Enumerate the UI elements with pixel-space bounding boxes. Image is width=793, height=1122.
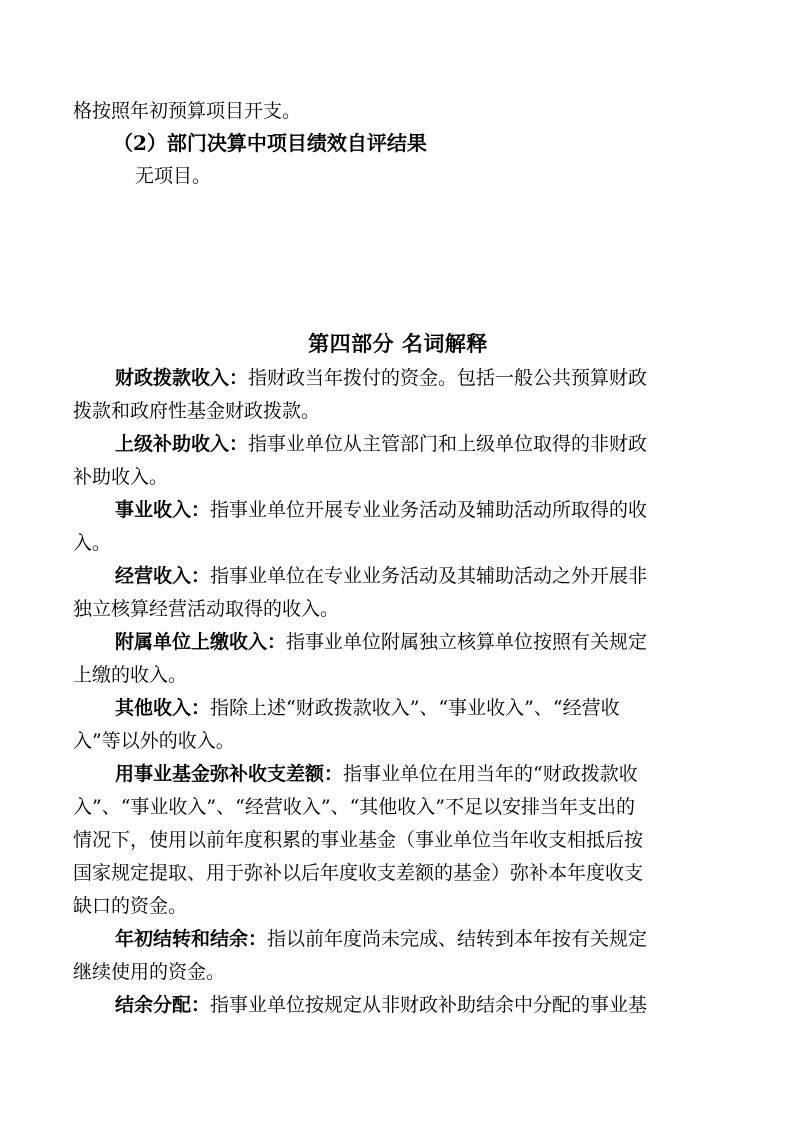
glossary-entry-first-line: [73, 758, 723, 791]
glossary-definition: 指事业单位附属独立核算单位按照有关规定: [286, 631, 648, 653]
glossary-entry: [73, 494, 723, 560]
glossary-term: 经营收入：: [115, 565, 211, 587]
glossary-entry-first-line: [73, 560, 723, 593]
subsection-heading: （2）部门决算中项目绩效自评结果: [113, 131, 427, 155]
glossary-definition: 指事业单位按规定从非财政补助结余中分配的事业基: [210, 994, 648, 1016]
glossary-definition: 指除上述“财政拨款收入”、“事业收入”、“经营收: [210, 697, 620, 719]
glossary-entry-first-line: [73, 989, 723, 1022]
glossary-definition-line: 拨款和政府性基金财政拨款。: [73, 400, 321, 422]
glossary-definition: 指事业单位在用当年的“财政拨款收: [343, 763, 638, 785]
glossary-term: 其他收入：: [115, 697, 211, 719]
glossary-entry-first-line: [73, 923, 723, 956]
glossary-definition-line: 补助收入。: [73, 466, 169, 488]
glossary-term: 结余分配：: [115, 994, 211, 1016]
glossary-definition-line: 独立核算经营活动取得的收入。: [73, 598, 340, 620]
glossary-definition: 指财政当年拨付的资金。包括一般公共预算财政: [248, 367, 648, 389]
glossary-entry-first-line: [73, 692, 723, 725]
glossary-definition: 指事业单位从主管部门和上级单位取得的非财政: [248, 433, 648, 455]
glossary-definition: 指事业单位开展专业业务活动及辅助活动所取得的收: [210, 499, 648, 521]
glossary-definition-line: 国家规定提取、用于弥补以后年度收支差额的基金）弥补本年度收支: [73, 862, 644, 884]
glossary-entry: [73, 428, 723, 494]
glossary-entry: [73, 362, 723, 428]
glossary-definition-line: 情况下，使用以前年度积累的事业基金（事业单位当年收支相抵后按: [73, 829, 644, 851]
intro-line: 格按照年初预算项目开支。: [73, 100, 302, 122]
glossary-definition-line: 缺口的资金。: [73, 895, 188, 917]
document-page: [73, 95, 723, 1022]
glossary-list: [73, 362, 723, 1022]
glossary-entry: [73, 989, 723, 1022]
glossary-entry-first-line: [73, 626, 723, 659]
glossary-definition: 指事业单位在专业业务活动及其辅助活动之外开展非: [210, 565, 648, 587]
glossary-entry: [73, 923, 723, 989]
glossary-entry: [73, 626, 723, 692]
glossary-definition-line: 上缴的收入。: [73, 664, 188, 686]
glossary-term: 年初结转和结余：: [115, 928, 268, 950]
section-title: 第四部分 名词解释: [308, 331, 488, 356]
glossary-entry: [73, 560, 723, 626]
glossary-term: 上级补助收入：: [115, 433, 249, 455]
glossary-entry: [73, 758, 723, 923]
glossary-term: 用事业基金弥补收支差额：: [115, 763, 344, 785]
glossary-definition-line: 入”等以外的收入。: [73, 730, 235, 752]
glossary-definition: 指以前年度尚未完成、结转到本年按有关规定: [267, 928, 648, 950]
subsection-body: 无项目。: [135, 165, 212, 187]
glossary-definition-line: 入”、“事业收入”、“经营收入”、“其他收入”不足以安排当年支出的: [73, 796, 635, 818]
glossary-definition-line: 继续使用的资金。: [73, 961, 226, 983]
glossary-entry-first-line: [73, 494, 723, 527]
glossary-term: 事业收入：: [115, 499, 211, 521]
glossary-term: 附属单位上缴收入：: [115, 631, 287, 653]
glossary-entry: [73, 692, 723, 758]
glossary-entry-first-line: [73, 362, 723, 395]
glossary-definition-line: 入。: [73, 532, 112, 554]
glossary-term: 财政拨款收入：: [115, 367, 249, 389]
glossary-entry-first-line: [73, 428, 723, 461]
